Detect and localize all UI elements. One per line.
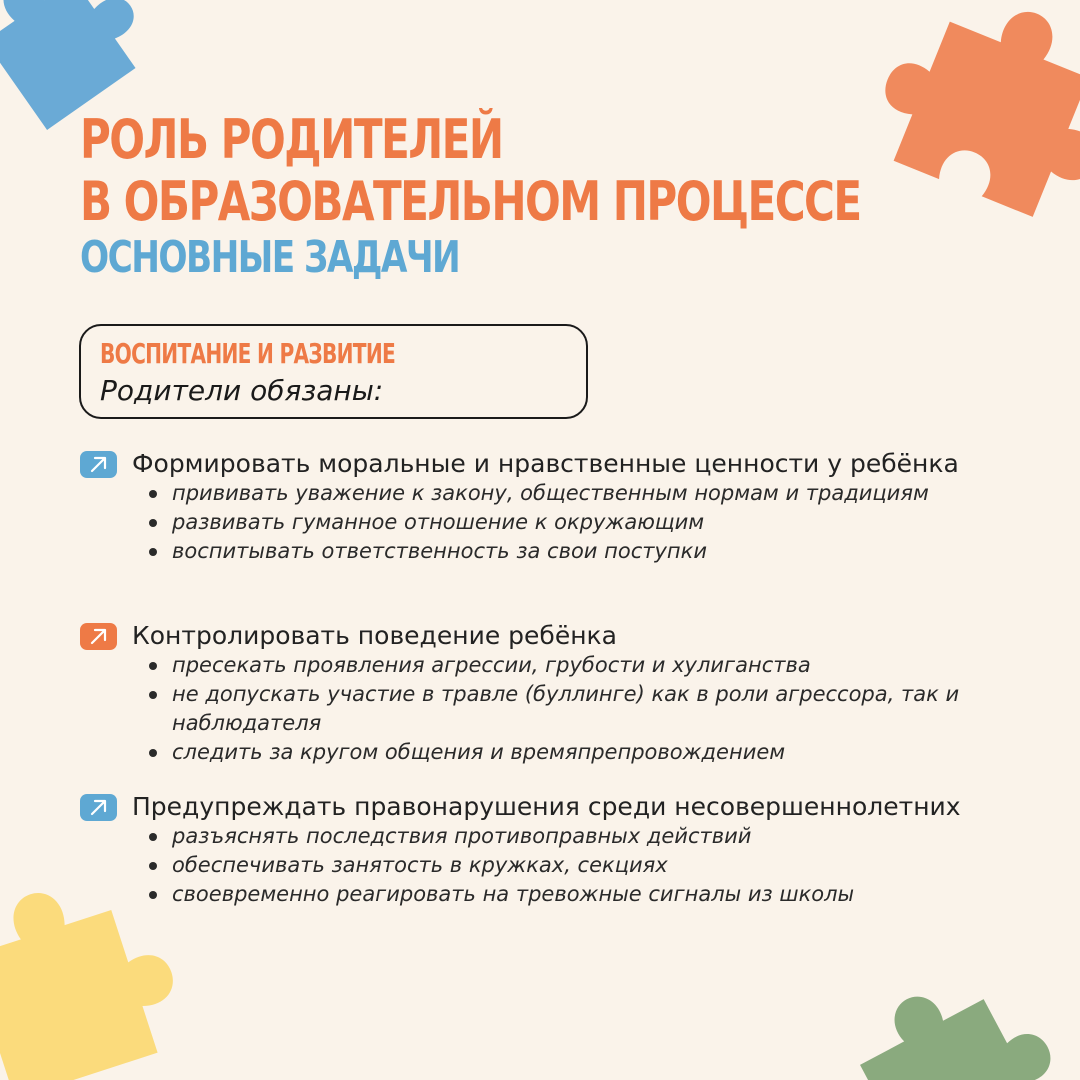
task-section-header [80,448,1040,480]
list-item: не допускать участие в травле (буллинге) как в роли агрессора, так и наблюдателя [148,680,978,738]
task-list [148,479,978,566]
page-subtitle: ОСНОВНЫЕ ЗАДАЧИ [80,232,460,283]
list-item: разъяснять последствия противоправных действий [148,822,978,851]
task-section-title: Контролировать поведение ребёнка [132,621,617,650]
bullet-icon [149,862,157,870]
task-section [80,791,1040,909]
task-section-title: Формировать моральные и нравственные ценности у ребёнка [132,449,959,478]
task-section-title: Предупреждать правонарушения среди несовершеннолетних [132,792,961,821]
bullet-icon [149,519,157,527]
callout-text: Родители обязаны: [100,374,384,407]
task-section [80,620,1040,767]
list-item: следить за кругом общения и времяпрепровождением [148,738,978,767]
puzzle-piece-icon [0,880,175,1080]
task-list [148,651,978,767]
bullet-icon [149,548,157,556]
arrow-up-right-icon [80,623,117,650]
callout-title: ВОСПИТАНИЕ И РАЗВИТИЕ [100,337,396,370]
bullet-icon [149,662,157,670]
bullet-icon [149,691,157,699]
list-item: развивать гуманное отношение к окружающим [148,508,978,537]
task-section-header [80,620,1040,652]
list-item: обеспечивать занятость в кружках, секциях [148,851,978,880]
page-title-line-2: В ОБРАЗОВАТЕЛЬНОМ ПРОЦЕССЕ [80,170,861,233]
task-section-header [80,791,1040,823]
bullet-icon [149,749,157,757]
arrow-up-right-icon [80,451,117,478]
task-section [80,448,1040,566]
bullet-icon [149,891,157,899]
page-title-line-1: РОЛЬ РОДИТЕЛЕЙ [80,108,503,171]
puzzle-piece-icon [840,975,1060,1080]
callout-box [79,324,588,419]
list-item: прививать уважение к закону, общественным нормам и традициям [148,479,978,508]
arrow-up-right-icon [80,794,117,821]
puzzle-piece-icon [880,0,1080,225]
bullet-icon [149,833,157,841]
list-item: воспитывать ответственность за свои поступки [148,537,978,566]
task-list [148,822,978,909]
bullet-icon [149,490,157,498]
list-item: своевременно реагировать на тревожные сигналы из школы [148,880,978,909]
list-item: пресекать проявления агрессии, грубости и хулиганства [148,651,978,680]
